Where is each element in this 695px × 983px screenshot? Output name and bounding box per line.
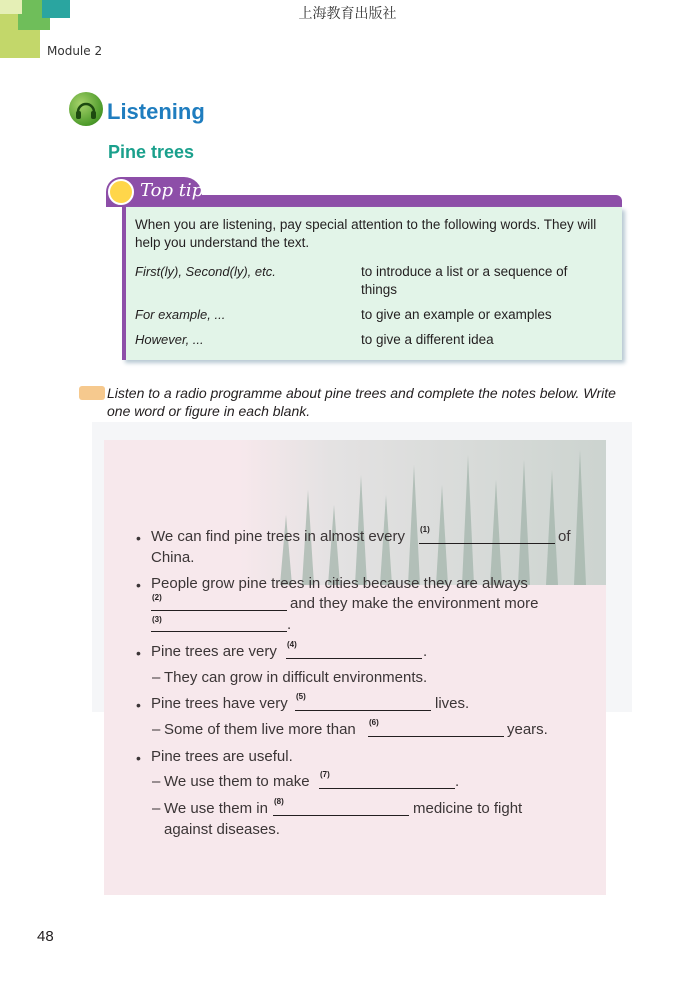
note-text: People grow pine trees in cities because they are always	[151, 575, 528, 592]
note-text: and they make the environment more	[290, 595, 539, 612]
top-tip-intro: When you are listening, pay special attention to the following words. They will help you understand the text.	[135, 217, 597, 250]
tip-use: to introduce a list or a sequence of things	[361, 264, 568, 297]
section-title: Listening	[107, 99, 205, 124]
exercise-marker	[79, 386, 105, 400]
note-text: of	[558, 528, 571, 545]
note-text: lives.	[435, 695, 470, 712]
note-text: medicine to fight	[413, 800, 523, 817]
note-text: We use them to make	[164, 773, 310, 790]
bullet: •	[136, 530, 141, 546]
pine-forest-image	[240, 440, 606, 585]
blank-number: (3)	[152, 615, 162, 624]
note-text: against diseases.	[164, 821, 280, 838]
section-subtitle: Pine trees	[108, 142, 195, 162]
note-text: Pine trees have very	[151, 695, 288, 712]
answer-blank-3[interactable]	[151, 631, 287, 632]
headphones-icon	[69, 92, 103, 126]
bullet: •	[136, 697, 141, 713]
blank-number: (7)	[320, 770, 330, 779]
note-text: China.	[151, 549, 195, 566]
answer-blank-1[interactable]	[419, 543, 555, 544]
answer-blank-6[interactable]	[368, 736, 504, 737]
note-text: They can grow in difficult environments.	[164, 669, 428, 686]
answer-blank-7[interactable]	[319, 788, 455, 789]
answer-blank-8[interactable]	[273, 815, 409, 816]
exercise-instruction: Listen to a radio programme about pine trees and complete the notes below. Write one word or figure in each blank.	[107, 385, 616, 419]
note-text: Pine trees are very	[151, 643, 277, 660]
answer-blank-5[interactable]	[295, 710, 431, 711]
blank-number: (5)	[296, 692, 306, 701]
note-text: .	[423, 643, 428, 660]
answer-blank-4[interactable]	[286, 658, 422, 659]
blank-number: (4)	[287, 640, 297, 649]
bullet: •	[136, 645, 141, 661]
module-label: Module 2	[47, 44, 103, 58]
dash: –	[152, 773, 161, 790]
blank-number: (6)	[369, 718, 379, 727]
lightbulb-icon	[108, 179, 134, 205]
dash: –	[152, 721, 161, 738]
publisher-name: 上海教育出版社	[298, 6, 397, 22]
note-text: years.	[507, 721, 548, 738]
tip-word: For example, ...	[135, 307, 226, 322]
tip-word: First(ly), Second(ly), etc.	[135, 264, 276, 279]
note-text: Pine trees are useful.	[151, 748, 293, 765]
bullet: •	[136, 577, 141, 593]
note-text: .	[287, 616, 292, 633]
tip-use: to give a different idea	[361, 332, 494, 347]
note-text: We can find pine trees in almost every	[151, 528, 406, 545]
note-text: Some of them live more than	[164, 721, 356, 738]
dash: –	[152, 800, 161, 817]
note-text: .	[455, 773, 460, 790]
blank-number: (2)	[152, 593, 162, 602]
tip-use: to give an example or examples	[361, 307, 552, 322]
blank-number: (8)	[274, 797, 284, 806]
bullet: •	[136, 750, 141, 766]
dash: –	[152, 669, 161, 686]
answer-blank-2[interactable]	[151, 610, 287, 611]
note-text: We use them in	[164, 800, 268, 817]
top-tip-label: Top tip	[140, 180, 204, 201]
page-number: 48	[37, 928, 54, 945]
blank-number: (1)	[420, 525, 430, 534]
tip-word: However, ...	[135, 332, 204, 347]
